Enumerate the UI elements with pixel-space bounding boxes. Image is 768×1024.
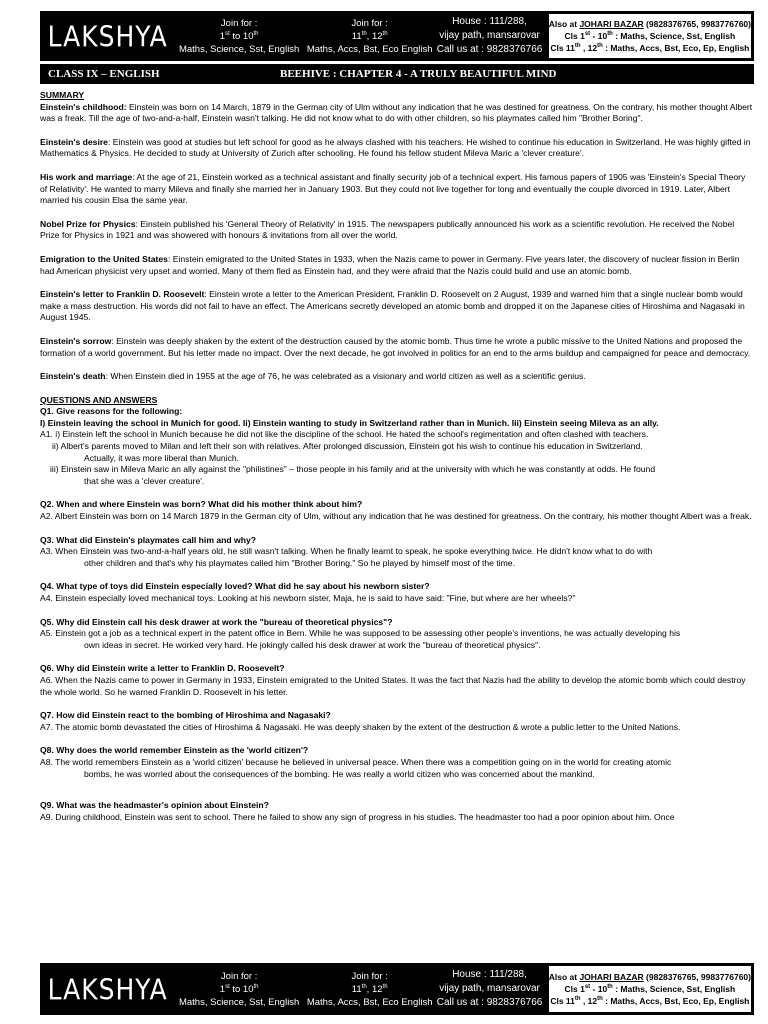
class-bar: [40, 64, 754, 84]
join-junior: Join for : 1st to 10th Maths, Science, Sst, English: [178, 17, 300, 55]
class-label: CLASS IX – ENGLISH: [48, 68, 160, 80]
join-senior: Join for : 11th, 12th Maths, Accs, Bst, Eco English: [306, 970, 433, 1008]
qa-item: Q2. When and where Einstein was born? What did his mother think about him? A2. Albert Einstein was born on 14 March 1879 in the German city of Ulm, without any indication that he was destined for greatness. On the contrary, his mother thought Albert was a freak.: [40, 499, 752, 522]
qa-title: QUESTIONS AND ANSWERS: [40, 394, 158, 405]
summary-paragraph: His work and marriage: At the age of 21, Einstein worked as a technical assistant and finally security job of a technical expert. His famous papers of 1905 was 'Einstein's Special Theory of Relativity'. He wanted to marry Mileva and finally she married her in January 1903. But they could not live together for long and eventually the couple divorced in 1919. Later, Albert married his cousin Elsa the same year.: [40, 171, 746, 206]
qa-item: Q5. Why did Einstein call his desk drawer at work the "bureau of theoretical physics"? A5. Einstein got a job as a technical expert in the patent office in Bern. While he was supposed to be assessing other people's inventions, he was actually developing his own ideas in secret. He worked very hard. He jokingly called his desk drawer at work the "bureau of theoretical physics".: [40, 616, 681, 650]
summary-title: SUMMARY: [40, 90, 85, 100]
join-range: 11th, 12th: [351, 983, 388, 995]
qa-item: Q9. What was the headmaster's opinion about Einstein? A9. During childhood, Einstein was sent to school. There he failed to show any sign of progress in his studies. The headmaster too had a poor opinion about him. Once: [40, 800, 675, 822]
join-range: 1st to 10th: [219, 983, 259, 995]
summary-paragraph: Einstein's sorrow: Einstein was deeply shaken by the extent of the destruction caused by the atomic bomb. Thus time he wrote a public missive to the United Nations and proposed the formation of a world government. But his letter made no impact. Over the next decade, he got involved in politics for an end to the arms buildup and campaigned for peace and democracy.: [40, 335, 751, 358]
page-content: [40, 90, 754, 823]
qa-item: Q6. Why did Einstein write a letter to Franklin D. Roosevelt? A6. When the Nazis came to power in Germany in 1933, Einstein emigrated to the United States. It was the fact that Nazis had the ability to develop the atomic bomb which could destroy the whole world. So he warned Franklin D. Roosevelt in his letter.: [40, 663, 746, 697]
summary-paragraph: Einstein's death: When Einstein died in 1955 at the age of 76, he was celebrated as a visionary and world citizen as well as a scientific genius.: [40, 371, 586, 382]
qa-item: Q7. How did Einstein react to the bombing of Hiroshima and Nagasaki? A7. The atomic bomb devastated the cities of Hiroshima & Nagasaki. He was deeply shaken by the extent of the destruction & wrote a public letter to the United Nations.: [40, 710, 681, 732]
qa-item: Q3. What did Einstein's playmates call him and why? A3. When Einstein was two-and-a-half years old, he still wasn't talking. When he finally learnt to speak, he spoke everything twice. He didn't know what to do with other children and that's why his playmates called him "Brother Boring." So he played by himself most of the time.: [40, 534, 653, 568]
header-banner: [40, 11, 754, 61]
join-junior: Join for : 1st to 10th Maths, Science, Sst, English: [178, 970, 300, 1008]
summary-paragraph: Einstein's letter to Franklin D. Roosevelt: Einstein wrote a letter to the American President, Franklin D. Roosevelt on 2 August, 1939 and warned him that a single nuclear bomb would make a mass destruction. His words did not fail to have an effect. The Americans secretly developed an atomic bomb and dropped it on the Japanese cities of Hiroshima and Nagasaki in August 1945.: [40, 289, 745, 323]
qa-item: Q1. Give reasons for the following: I) Einstein leaving the school in Munich for good. Ii) Einstein wanting to study in Switzerland rather than in Munich. Iii) Einstein seeing Mileva as an ally. A1. i) Einstein left the school in Munich because he did not like the discipline of the school. He hated the school's regimentation and often clashed with teachers. ii) Albert's parents moved to Milan and left their son with relatives. After prolonged discussion, Einstein got his wish to continue his education in Switzerland. Actually, it was more liberal than Munich. iii) Einstein saw in Mileva Maric an ally against the "philistines" – those people in his family and at the university with which he was constantly at odds. He found that she was a 'clever creature'.: [40, 406, 659, 486]
join-range: 1st to 10th: [219, 30, 259, 42]
join-range: 11th, 12th: [351, 30, 388, 42]
qa-item: Q4. What type of toys did Einstein especially loved? What did he say about his newborn sister? A4. Einstein especially loved mechanical toys. Looking at his newborn sister, Maja, he is said to have said: "Fine, but where are her wheels?": [40, 581, 576, 603]
qa-item: Q8. Why does the world remember Einstein as the 'world citizen'? A8. The world remembers Einstein as a 'world citizen' because he believed in universal peace. When there was a competition going on in the world for creating atomic bombs, he was worried about the consequences of the bombing. He was really a world citizen who was concerned about the mankind.: [40, 745, 672, 779]
logo: LAKSHYA: [47, 19, 168, 53]
house-address: House : 111/288, vijay path, mansarovar Call us at : 9828376766: [436, 16, 543, 55]
join-senior: Join for : 11th, 12th Maths, Accs, Bst, Eco English: [306, 17, 433, 55]
also-at-box: Also at JOHARI BAZAR (9828376765, 9983776760) Cls 1st - 10th : Maths, Science, Sst, English Cls 11th , 12th : Maths, Accs, Bst, Eco, Ep, English: [549, 966, 751, 1012]
also-at-box: Also at JOHARI BAZAR (9828376765, 9983776760) Cls 1st - 10th : Maths, Science, Sst, English Cls 11th , 12th : Maths, Accs, Bst, Eco, Ep, English: [549, 14, 751, 58]
summary-paragraph: Nobel Prize for Physics: Einstein published his 'General Theory of Relativity' in 1915. The newspapers publically announced his work as a scientific revolution. He received the Nobel Prize for Physics in 1921 and was showered with honours & invitations from all over the world.: [40, 218, 735, 241]
chapter-label: BEEHIVE : CHAPTER 4 - A TRULY BEAUTIFUL MIND: [280, 68, 557, 80]
summary-paragraph: Einstein's childhood: Einstein was born on 14 March, 1879 in the German city of Ulm without any indication that he was destined for greatness. On the contrary, his mother thought Albert was a freak. Till the age of two-and-a-half, Einstein wasn't talking. He did not know what to do with other children, so his playmates called him "Brother Boring".: [40, 101, 753, 124]
summary-paragraph: Einstein's desire: Einstein was good at studies but left school for good as he always clashed with his teachers. He wished to continue his education in Switzerland. He was highly gifted in Mathematics & Physics. He decided to study at University of Zurich after schooling. He found his fellow student Mileva Maric a 'clever creature'.: [40, 136, 751, 159]
summary-paragraph: Emigration to the United States: Einstein emigrated to the United States in 1933, when the Nazis came to power in Germany. Five years later, the discovery of nuclear fission in Berlin had American physicist very upset and worried. Many of them fled as Einstein had, and they were afraid that the Nazis could build and use an atomic bomb.: [40, 253, 740, 276]
house-address: House : 111/288, vijay path, mansarovar Call us at : 9828376766: [436, 969, 543, 1008]
logo: LAKSHYA: [47, 972, 168, 1006]
footer-banner: [40, 963, 754, 1015]
